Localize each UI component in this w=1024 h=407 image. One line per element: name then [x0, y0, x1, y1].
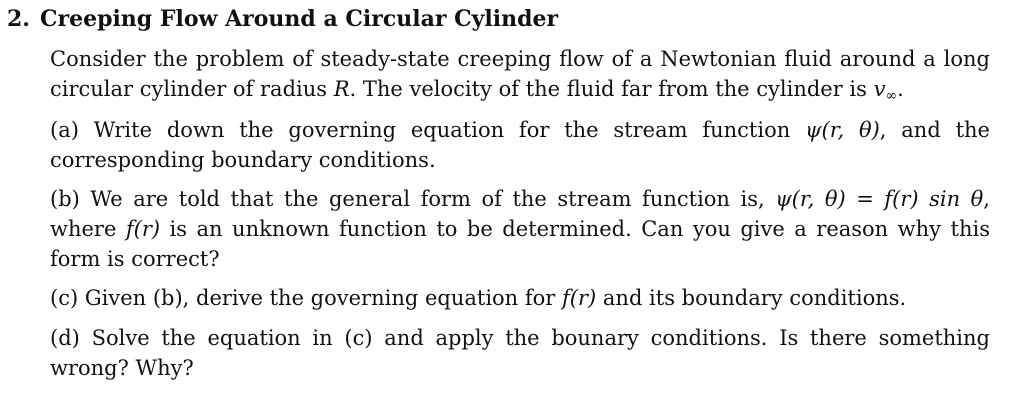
problem-intro	[50, 44, 990, 111]
part-b-text: We are told that the general form of the stream function is,	[90, 187, 776, 211]
part-a-text-2: , and the corresponding boundary conditions.	[50, 118, 990, 172]
part-c-text: Given (b), derive the governing equation for	[84, 286, 563, 310]
intro-text: Consider the problem of steady-state creeping flow of a Newtonian fluid around a long circular cylinder of radius	[50, 47, 990, 101]
radius-symbol: R	[333, 77, 350, 101]
part-d	[50, 323, 990, 383]
part-b-label: (b)	[50, 187, 80, 211]
velocity-symbol: v	[873, 77, 886, 101]
part-b-text-2: , where	[50, 187, 990, 241]
part-a-math: ψ(r, θ)	[805, 118, 880, 142]
part-d-label: (d)	[50, 326, 80, 350]
intro-end: .	[897, 77, 904, 101]
part-c-text-2: and its boundary conditions.	[596, 286, 907, 310]
part-d-text: Solve the equation in (c) and apply the bounary conditions. Is there something wrong? Why?	[50, 326, 990, 380]
intro-text-2: . The velocity of the fluid far from the cylinder is	[349, 77, 874, 101]
problem-number: 2.	[7, 6, 30, 32]
part-b-math-2: f(r)	[125, 217, 161, 241]
part-b-math: ψ(r, θ) = f(r) sin θ	[775, 187, 984, 211]
part-c-label: (c)	[50, 286, 79, 310]
problem-title: Creeping Flow Around a Circular Cylinder	[39, 6, 559, 32]
part-c	[50, 283, 990, 313]
part-a-text: Write down the governing equation for the stream function	[93, 118, 806, 142]
part-a	[50, 115, 990, 175]
velocity-subscript: ∞	[885, 88, 898, 104]
part-a-label: (a)	[50, 118, 79, 142]
problem-heading	[7, 4, 558, 34]
part-c-math: f(r)	[562, 286, 597, 310]
part-b-text-3: is an unknown function to be determined. Can you give a reason why this form is correct?	[50, 217, 990, 271]
part-b	[50, 184, 990, 274]
